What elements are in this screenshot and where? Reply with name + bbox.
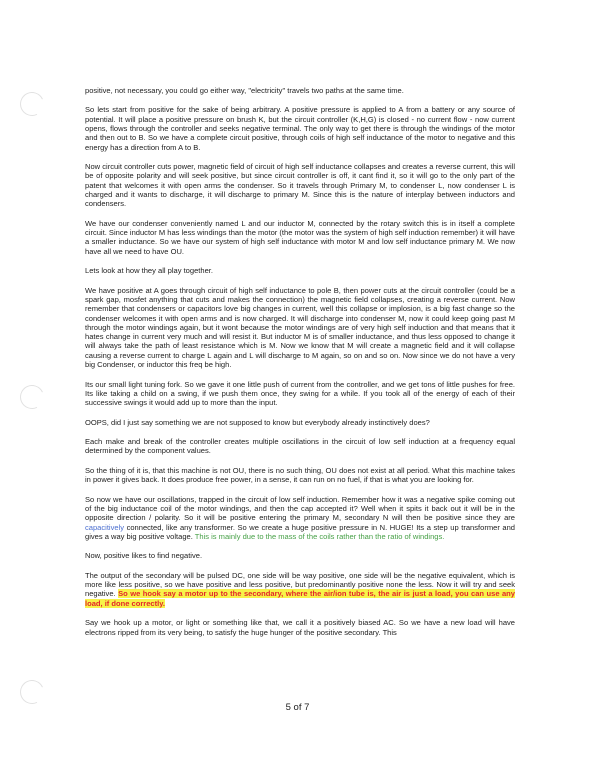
green-text: This is mainly due to the mass of the coils rather than the ratio of windings. [194,531,445,541]
paragraph: We have positive at A goes through circuit of high self inductance to pole B, then power cuts at the circuit controller (could be a spark gap, mosfet anything that cuts and makes the connection) the magnetic field collapses, creating a reverse current. Now remember that condensers or capacitors love big changes in current, well this collapse or implosion, is a big fast change so the condenser welcomes it with open arms and is now charged. It will discharge into condenser M, now it could keep going past M through the motor windings again, but it wont because the motor windings are of very high self induction and that means that it hates change in current very much and will resist it. But inductor M is of smaller inductance, and thus less opposed to change it will always take the path of least resistance which is M. Now we know that M will create a magnetic field and it will collapse causing a reverse current to charge L again and L will discharge to M again, so on and so on. Now since we do not have a very big Condenser, or inductor this freq be high. [85,285,515,370]
blue-text: capacitively [85,522,125,532]
binder-punch-hole-top [17,89,48,120]
highlighted-text: So we hook say a motor up to the secondary, where the air/ion tube is, the air is just a load, you can use any load, if done correctly. [85,589,515,608]
paragraph: OOPS, did I just say something we are not supposed to know but everybody already instinctively does? [85,417,430,427]
document-body [85,86,515,647]
paragraph [85,571,515,608]
paragraph: Now, positive likes to find negative. [85,551,203,561]
paragraph: positive, not necessary, you could go either way, "electricity" travels two paths at the same time. [85,86,404,95]
paragraph: So the thing of it is, that this machine is not OU, there is no such thing, OU does not exist at all period. What this machine takes in power it gives back. It does produce free power, in a sense, it can run on no fuel, if that is what you are looking for. [85,465,515,485]
paragraph [85,495,515,541]
paragraph: Now circuit controller cuts power, magnetic field of circuit of high self inductance collapses and creates a reverse current, this will be of opposite polarity and will seek positive, but since circuit controller is off, it cant find it, so it will go to the only part of the patent that welcomes it with open arms the condenser. So it travels through Primary M, to condenser L, now condenser L is charged and it wants to discharge, it will discharge to primary M. Since this is the nature of interplay between inductors and condensers. [85,162,515,209]
paragraph: Its our small light tuning fork. So we gave it one little push of current from the controller, and we get tons of little pushes for free. Its like taking a child on a swing, if we push them once, they swing for a while. If you took all of the energy of each of their successive swings it would add up to more than the input. [85,379,515,408]
paragraph-text: connected, like any transformer. So we create a huge positive pressure in N. HUGE! Its a step up transformer and gives a way big positive voltage. [85,522,515,541]
binder-punch-hole-middle [17,382,48,413]
paragraph: We have our condenser conveniently named L and our inductor M, connected by the rotary switch this is in itself a complete circuit. Since inductor M has less windings than the motor (the motor was the system of high self induction remember) it will have a smaller inductance. So we have our system of high self inductance with motor M and low self inductance primary M. We now have all we need to have OU. [85,218,515,256]
paragraph: Each make and break of the controller creates multiple oscillations in the circuit of low self induction at a frequency equal determined by the component values. [85,437,515,456]
paragraph-text: The output of the secondary will be pulsed DC, one side will be way positive, one side will be the negative equivalent, which is more like less positive, so we have positive and less positive, but predominantly positive none the less. Now it will try and seek negative. [85,570,515,599]
paragraph-text: So now we have our oscillations, trapped in the circuit of low self induction. Remember how it was a negative spike coming out of the big inductance coil of the motor windings, and then the cap accepted it? Well when it spits it back out it will be in the opposite direction / polarity. So it will be positive entering the primary M, secondary N will then be positive since they are [85,494,515,523]
paragraph: Lets look at how they all play together. [85,266,213,276]
paragraph: Say we hook up a motor, or light or something like that, we call it a positively biased AC. So we have a new load will have electrons ripped from its very being, to satisfy the huge hunger of the positive secondary. This [85,618,515,637]
page-number: 5 of 7 [285,702,310,713]
paragraph: So lets start from positive for the sake of being arbitrary. A positive pressure is applied to A from a battery or any source of potential. It will place a positive pressure on brush K, but the circuit controller (K,H,G) is closed - no current flow - now current opens, flows through the controller and seeks negative terminal. The only way to get there is through the windings of the motor and then out to B. So we have a complete circuit positive, through coils of high self inductance of the motor to negative and this energy has a direction from A to B. [85,105,515,152]
